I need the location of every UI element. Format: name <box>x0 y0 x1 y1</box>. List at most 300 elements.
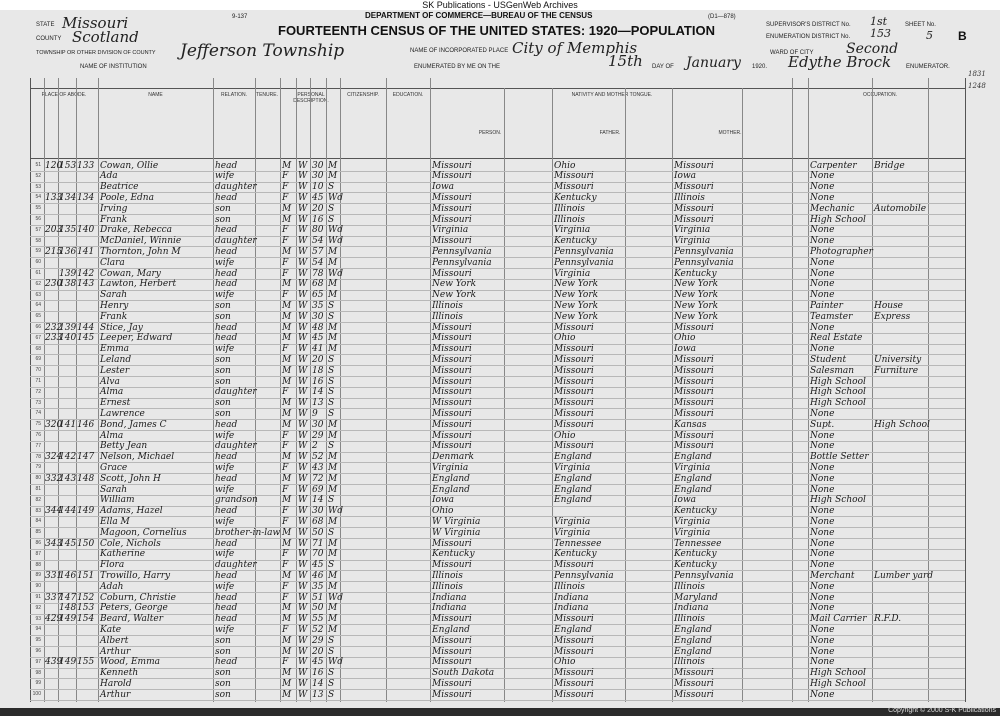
table-cell-occ: None <box>810 538 835 549</box>
table-cell-age: 16 <box>312 668 324 679</box>
table-cell-name: Trowillo, Harry <box>100 570 171 581</box>
table-cell-race: W <box>298 484 308 495</box>
table-cell-rel: son <box>215 635 231 646</box>
table-cell-fpob: Indiana <box>554 592 589 603</box>
table-cell-mar: S <box>328 441 335 452</box>
table-cell-sex: F <box>282 290 289 301</box>
table-cell-mpob: Kentucky <box>674 549 717 560</box>
table-cell-name: Beard, Walter <box>100 614 164 625</box>
archive-banner-text: SK Publications - USGenWeb Archives <box>422 0 578 10</box>
table-cell-mpob: Missouri <box>674 441 714 452</box>
table-cell-pob: Pennsylvania <box>432 257 492 268</box>
table-cell-fpob: Ohio <box>554 333 576 344</box>
table-cell-mpob: Missouri <box>674 689 714 700</box>
table-cell-mpob: Tennessee <box>674 538 722 549</box>
table-cell-mpob: Missouri <box>674 398 714 409</box>
table-cell-pob: Missouri <box>432 268 472 279</box>
table-cell-sex: F <box>282 657 289 668</box>
table-cell-race: W <box>298 635 308 646</box>
table-cell-mar: M <box>328 624 338 635</box>
table-cell-sex: F <box>282 344 289 355</box>
table-cell-sex: M <box>282 408 292 419</box>
table-cell-mar: Wd <box>328 506 344 517</box>
table-cell-fpob: Virginia <box>554 527 591 538</box>
table-cell-mpob: England <box>674 624 712 635</box>
table-cell-fpob: Missouri <box>554 678 594 689</box>
col-header-abode: PLACE OF ABODE. <box>41 92 87 98</box>
table-cell-fam: 135 <box>59 225 77 236</box>
table-cell-sex: F <box>282 430 289 441</box>
table-cell-race: W <box>298 236 308 247</box>
table-cell-race: W <box>298 268 308 279</box>
table-cell-fpob: Missouri <box>554 376 594 387</box>
table-cell-ind: Furniture <box>874 365 919 376</box>
table-cell-pob: England <box>432 624 470 635</box>
table-cell-sex: M <box>282 646 292 657</box>
table-cell-occ: High School <box>810 387 866 398</box>
table-cell-sex: M <box>282 473 292 484</box>
table-cell-age: 78 <box>312 268 324 279</box>
table-cell-pob: Missouri <box>432 689 472 700</box>
table-cell-name: Grace <box>100 462 128 473</box>
table-cell-occ: None <box>810 603 835 614</box>
table-cell-age: 50 <box>312 603 324 614</box>
table-cell-age: 68 <box>312 279 324 290</box>
table-cell-occ: None <box>810 257 835 268</box>
table-cell-occ: None <box>810 484 835 495</box>
place-value: City of Memphis <box>512 39 638 57</box>
table-cell-no: 148 <box>77 473 95 484</box>
table-cell-occ: None <box>810 192 835 203</box>
table-cell-dwell: 439 <box>45 657 63 668</box>
table-cell-race: W <box>298 592 308 603</box>
table-cell-fpob: Kentucky <box>554 549 597 560</box>
col-header-occupation: OCCUPATION. <box>863 92 897 98</box>
table-cell-sex: M <box>282 160 292 171</box>
line-number: 62 <box>35 280 41 287</box>
table-cell-sex: M <box>282 398 292 409</box>
table-cell-mar: S <box>328 300 335 311</box>
table-cell-rel: wife <box>215 344 235 355</box>
table-cell-rel: head <box>215 419 238 430</box>
table-cell-name: Albert <box>100 635 129 646</box>
table-cell-name: Bond, James C <box>100 419 167 430</box>
table-cell-pob: Missouri <box>432 408 472 419</box>
table-cell-sex: M <box>282 603 292 614</box>
table-cell-age: 30 <box>312 171 324 182</box>
table-cell-occ: None <box>810 268 835 279</box>
table-cell-dwell: 324 <box>45 452 63 463</box>
table-cell-name: Alva <box>100 376 120 387</box>
table-cell-mar: Wd <box>328 657 344 668</box>
table-cell-ind: University <box>874 354 922 365</box>
table-cell-name: Henry <box>100 300 129 311</box>
table-cell-rel: son <box>215 398 231 409</box>
table-cell-name: Leland <box>100 354 132 365</box>
supervisor-label: SUPERVISOR'S DISTRICT No. <box>766 22 851 28</box>
table-cell-pob: Virginia <box>432 462 469 473</box>
table-cell-sex: M <box>282 452 292 463</box>
table-cell-name: Irving <box>100 203 128 214</box>
table-cell-age: 45 <box>312 333 324 344</box>
table-cell-name: Frank <box>100 311 128 322</box>
table-cell-age: 41 <box>312 344 324 355</box>
table-cell-age: 30 <box>312 419 324 430</box>
table-cell-race: W <box>298 473 308 484</box>
line-number: 100 <box>32 691 41 698</box>
table-cell-pob: Missouri <box>432 538 472 549</box>
table-cell-sex: F <box>282 257 289 268</box>
table-cell-mar: S <box>328 354 335 365</box>
table-cell-fpob: Pennsylvania <box>554 246 614 257</box>
line-number: 56 <box>35 216 41 222</box>
line-number: 78 <box>35 453 41 460</box>
table-cell-pob: Iowa <box>432 495 455 506</box>
line-number: 89 <box>35 572 41 579</box>
table-cell-race: W <box>298 646 308 657</box>
table-cell-fpob: Missouri <box>554 441 594 452</box>
table-cell-pob: Illinois <box>432 311 463 322</box>
table-cell-mpob: Iowa <box>674 495 697 506</box>
table-cell-name: Harold <box>100 678 132 689</box>
table-cell-mpob: Ohio <box>674 333 696 344</box>
table-cell-rel: daughter <box>215 441 257 452</box>
table-cell-fpob: England <box>554 484 592 495</box>
table-cell-name: Drake, Rebecca <box>100 225 173 236</box>
line-number: 59 <box>35 248 41 255</box>
table-cell-pob: Missouri <box>432 192 472 203</box>
table-cell-fam: 145 <box>59 538 77 549</box>
table-cell-rel: head <box>215 570 238 581</box>
table-cell-occ: None <box>810 473 835 484</box>
table-cell-ind: Express <box>874 311 911 322</box>
table-cell-pob: Missouri <box>432 387 472 398</box>
col-header-name: NAME <box>148 92 163 98</box>
table-cell-pob: Pennsylvania <box>432 246 492 257</box>
line-number: 66 <box>35 324 41 330</box>
table-cell-name: Beatrice <box>100 182 139 193</box>
table-cell-age: 52 <box>312 624 324 635</box>
township-label: TOWNSHIP OR OTHER DIVISION OF COUNTY <box>36 50 156 56</box>
table-cell-no: 155 <box>77 657 95 668</box>
table-cell-mpob: Missouri <box>674 182 714 193</box>
table-cell-race: W <box>298 570 308 581</box>
table-cell-age: 20 <box>312 203 324 214</box>
table-cell-age: 48 <box>312 322 324 333</box>
table-cell-sex: F <box>282 192 289 203</box>
table-cell-age: 16 <box>312 376 324 387</box>
table-cell-mar: M <box>328 290 338 301</box>
table-cell-ind: High School <box>874 419 930 430</box>
table-cell-rel: son <box>215 646 231 657</box>
table-cell-pob: Missouri <box>432 203 472 214</box>
table-cell-sex: F <box>282 182 289 193</box>
table-cell-fam: 138 <box>59 279 77 290</box>
table-cell-occ: Carpenter <box>810 160 857 171</box>
table-cell-pob: Denmark <box>432 452 474 463</box>
table-cell-fpob: New York <box>554 311 599 322</box>
table-cell-name: Sarah <box>100 484 127 495</box>
table-cell-fpob: New York <box>554 290 599 301</box>
table-cell-name: Leeper, Edward <box>100 333 173 344</box>
table-cell-fpob: Missouri <box>554 354 594 365</box>
table-cell-occ: Supt. <box>810 419 835 430</box>
col-header-nativity: NATIVITY AND MOTHER TONGUE. <box>571 92 653 98</box>
table-cell-fpob: Missouri <box>554 387 594 398</box>
table-cell-mar: S <box>328 527 335 538</box>
table-cell-occ: Merchant <box>810 570 855 581</box>
table-cell-dwell: 331 <box>45 570 63 581</box>
table-cell-no: 146 <box>77 419 95 430</box>
table-cell-fpob: Pennsylvania <box>554 257 614 268</box>
table-cell-sex: M <box>282 246 292 257</box>
table-cell-occ: Mail Carrier <box>810 614 867 625</box>
table-cell-occ: Student <box>810 354 847 365</box>
table-cell-fam: 146 <box>59 570 77 581</box>
table-cell-mar: M <box>328 160 338 171</box>
table-cell-mar: S <box>328 646 335 657</box>
line-number: 51 <box>35 162 41 168</box>
table-cell-mpob: Illinois <box>674 581 705 592</box>
table-cell-rel: wife <box>215 257 235 268</box>
footer <box>0 708 1000 716</box>
table-cell-age: 65 <box>312 290 324 301</box>
table-cell-pob: Ohio <box>432 506 454 517</box>
table-cell-occ: Teamster <box>810 311 853 322</box>
table-cell-mpob: New York <box>674 279 719 290</box>
table-cell-fpob: Missouri <box>554 635 594 646</box>
table-cell-race: W <box>298 538 308 549</box>
table-cell-rel: brother-in-law <box>215 527 281 538</box>
table-cell-occ: Bottle Setter <box>810 452 869 463</box>
table-cell-mar: Wd <box>328 592 344 603</box>
table-cell-fpob: Virginia <box>554 462 591 473</box>
table-cell-fam: 153 <box>59 160 77 171</box>
table-cell-name: Wood, Emma <box>100 657 160 668</box>
table-cell-pob: Missouri <box>432 171 472 182</box>
table-cell-mar: M <box>328 603 338 614</box>
line-number: 86 <box>35 540 41 546</box>
table-cell-name: Cole, Nichols <box>100 538 161 549</box>
table-cell-age: 9 <box>312 408 318 419</box>
table-cell-mpob: Virginia <box>674 225 711 236</box>
table-cell-name: Peters, George <box>100 603 168 614</box>
state-value: Missouri <box>62 14 129 32</box>
table-cell-pob: Missouri <box>432 160 472 171</box>
table-cell-no: 140 <box>77 225 95 236</box>
table-cell-occ: None <box>810 516 835 527</box>
table-cell-mpob: Pennsylvania <box>674 570 734 581</box>
table-cell-rel: son <box>215 203 231 214</box>
table-cell-sex: F <box>282 462 289 473</box>
table-cell-rel: head <box>215 506 238 517</box>
table-cell-no: 142 <box>77 268 95 279</box>
line-number: 75 <box>35 421 41 428</box>
table-cell-no: 151 <box>77 570 95 581</box>
table-cell-mpob: Virginia <box>674 516 711 527</box>
table-cell-race: W <box>298 290 308 301</box>
table-cell-race: W <box>298 668 308 679</box>
table-cell-age: 30 <box>312 311 324 322</box>
table-cell-fpob: Missouri <box>554 560 594 571</box>
table-cell-occ: High School <box>810 495 866 506</box>
table-cell-occ: None <box>810 657 835 668</box>
table-cell-mpob: Pennsylvania <box>674 257 734 268</box>
table-cell-dwell: 320 <box>45 419 63 430</box>
table-cell-age: 54 <box>312 236 324 247</box>
table-cell-name: Poole, Edna <box>100 192 154 203</box>
table-cell-pob: Kentucky <box>432 549 475 560</box>
table-cell-mpob: Missouri <box>674 408 714 419</box>
table-cell-race: W <box>298 387 308 398</box>
table-cell-mar: M <box>328 333 338 344</box>
form-code: (D1—878) <box>708 14 736 20</box>
county-label: COUNTY <box>36 36 62 42</box>
table-cell-name: Emma <box>100 344 130 355</box>
table-cell-race: W <box>298 214 308 225</box>
table-cell-ind: R.F.D. <box>874 614 902 625</box>
table-cell-name: Adah <box>100 581 124 592</box>
table-cell-fpob: Kentucky <box>554 192 597 203</box>
table-cell-no: 153 <box>77 603 95 614</box>
table-cell-rel: head <box>215 268 238 279</box>
table-cell-rel: wife <box>215 430 235 441</box>
table-cell-mar: M <box>328 484 338 495</box>
table-cell-rel: wife <box>215 484 235 495</box>
table-cell-mpob: England <box>674 646 712 657</box>
table-cell-race: W <box>298 257 308 268</box>
table-cell-dwell: 203 <box>45 225 63 236</box>
table-cell-mpob: Missouri <box>674 430 714 441</box>
table-cell-mpob: Missouri <box>674 387 714 398</box>
table-cell-mar: M <box>328 462 338 473</box>
place-label: NAME OF INCORPORATED PLACE <box>410 48 509 54</box>
table-cell-sex: M <box>282 311 292 322</box>
table-cell-dwell: 344 <box>45 506 63 517</box>
line-number: 68 <box>35 345 41 352</box>
table-cell-name: Alma <box>100 387 124 398</box>
table-cell-name: Flora <box>100 560 125 571</box>
archive-banner <box>0 0 1000 10</box>
table-cell-pob: South Dakota <box>432 668 495 679</box>
sub-header-father: FATHER. <box>599 130 621 136</box>
table-cell-fam: 147 <box>59 592 77 603</box>
table-cell-age: 46 <box>312 570 324 581</box>
table-cell-sex: M <box>282 419 292 430</box>
line-number: 74 <box>35 410 41 417</box>
line-number: 91 <box>35 594 41 600</box>
table-cell-no: 152 <box>77 592 95 603</box>
table-cell-mpob: Missouri <box>674 354 714 365</box>
table-cell-pob: Missouri <box>432 646 472 657</box>
line-number: 99 <box>35 680 41 687</box>
table-cell-race: W <box>298 603 308 614</box>
table-cell-mar: S <box>328 365 335 376</box>
table-cell-name: Cowan, Mary <box>100 268 161 279</box>
table-cell-race: W <box>298 419 308 430</box>
table-cell-name: Ella M <box>100 516 130 527</box>
table-cell-sex: F <box>282 387 289 398</box>
table-cell-mpob: Maryland <box>674 592 718 603</box>
table-cell-mar: S <box>328 689 335 700</box>
table-cell-pob: Missouri <box>432 365 472 376</box>
table-cell-fam: 139 <box>59 268 77 279</box>
table-cell-mar: M <box>328 452 338 463</box>
table-cell-rel: head <box>215 279 238 290</box>
table-cell-name: Nelson, Michael <box>100 452 175 463</box>
table-cell-mpob: Illinois <box>674 657 705 668</box>
table-cell-occ: None <box>810 344 835 355</box>
table-cell-fpob: New York <box>554 300 599 311</box>
table-cell-mar: M <box>328 473 338 484</box>
table-cell-rel: wife <box>215 624 235 635</box>
table-cell-age: 10 <box>312 182 324 193</box>
table-cell-sex: M <box>282 678 292 689</box>
day-of-label: DAY OF <box>652 64 674 70</box>
table-cell-no: 144 <box>77 322 95 333</box>
table-cell-race: W <box>298 322 308 333</box>
table-cell-pob: Missouri <box>432 214 472 225</box>
table-cell-pob: Illinois <box>432 581 463 592</box>
table-cell-name: Thornton, John M <box>100 246 181 257</box>
table-cell-mpob: Missouri <box>674 365 714 376</box>
table-cell-age: 35 <box>312 300 324 311</box>
table-cell-mar: S <box>328 560 335 571</box>
line-number: 87 <box>35 550 41 557</box>
table-cell-rel: son <box>215 214 231 225</box>
sheet-side: B <box>958 29 967 43</box>
table-cell-rel: son <box>215 678 231 689</box>
table-cell-rel: head <box>215 473 238 484</box>
table-cell-dwell: 133 <box>45 192 63 203</box>
table-cell-fam: 141 <box>59 419 77 430</box>
table-cell-name: Magoon, Cornelius <box>100 527 187 538</box>
table-cell-occ: None <box>810 635 835 646</box>
table-cell-occ: None <box>810 689 835 700</box>
table-cell-no: 145 <box>77 333 95 344</box>
line-number: 94 <box>35 626 41 633</box>
table-cell-mpob: New York <box>674 311 719 322</box>
table-cell-name: Lawrence <box>100 408 145 419</box>
enumerator-signature: Edythe Brock <box>788 53 892 71</box>
col-divider <box>504 88 505 702</box>
table-cell-rel: head <box>215 192 238 203</box>
table-cell-fpob: Missouri <box>554 408 594 419</box>
table-cell-mar: M <box>328 279 338 290</box>
col-header-tenure: TENURE. <box>256 92 278 98</box>
table-cell-rel: wife <box>215 516 235 527</box>
line-number: 71 <box>35 378 41 384</box>
line-number: 83 <box>35 507 41 514</box>
table-cell-age: 52 <box>312 452 324 463</box>
table-cell-age: 43 <box>312 462 324 473</box>
table-cell-race: W <box>298 160 308 171</box>
table-cell-race: W <box>298 246 308 257</box>
line-number: 76 <box>35 432 41 438</box>
table-cell-fpob: Missouri <box>554 419 594 430</box>
table-cell-fpob: Missouri <box>554 182 594 193</box>
table-cell-fam: 148 <box>59 603 77 614</box>
table-cell-occ: None <box>810 592 835 603</box>
table-cell-sex: M <box>282 354 292 365</box>
table-cell-sex: M <box>282 635 292 646</box>
table-cell-rel: wife <box>215 171 235 182</box>
table-cell-name: Scott, John H <box>100 473 161 484</box>
table-cell-occ: None <box>810 506 835 517</box>
table-cell-age: 30 <box>312 506 324 517</box>
table-cell-occ: None <box>810 408 835 419</box>
table-cell-no: 150 <box>77 538 95 549</box>
